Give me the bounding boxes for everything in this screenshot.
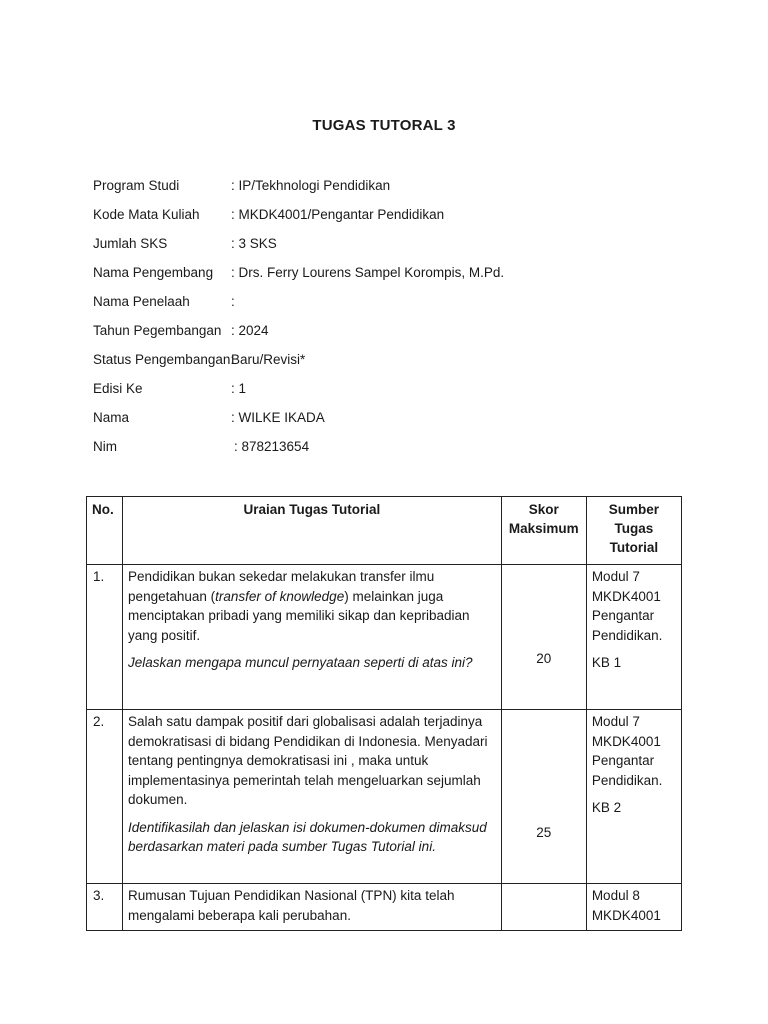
info-row-jumlah-sks <box>93 234 504 263</box>
info-value: : IP/Tekhnologi Pendidikan <box>231 178 391 193</box>
info-value: : <box>231 294 235 309</box>
task-description: Salah satu dampak positif dari globalisasi adalah terjadinya demokratisasi di bidang Pendidikan di Indonesia. Menyadari tentang pentingnya demokratisasi ini , maka untuk implementasinya pemerintah telah mengeluarkan sejumlah dokumen. Identifikasilah dan jelaskan isi dokumen-dokumen dimaksud berdasarkan materi pada sumber Tugas Tutorial ini. <box>123 710 502 884</box>
header-sumber: Sumber Tugas Tutorial <box>586 497 681 565</box>
info-value: : 3 SKS <box>231 236 277 251</box>
header-uraian: Uraian Tugas Tutorial <box>123 497 502 565</box>
task-description: Pendidikan bukan sekedar melakukan transfer ilmu pengetahuan (transfer of knowledge) melainkan juga menciptakan pribadi yang memiliki sikap dan kepribadian yang positif. Jelaskan mengapa muncul pernyataan seperti di atas ini? <box>123 565 502 710</box>
info-row-nama <box>93 408 504 437</box>
task-source: Modul 7 MKDK4001 Pengantar Pendidikan. KB 1 <box>586 565 681 710</box>
info-value: : 878213654 <box>234 439 310 454</box>
header-skor: Skor Maksimum <box>501 497 586 565</box>
info-row-tahun-pengembangan <box>93 321 504 350</box>
page-title: TUGAS TUTORAL 3 <box>312 117 456 134</box>
row-number: 3. <box>87 884 123 931</box>
info-label: Tahun Pegembangan <box>93 323 222 338</box>
info-row-kode-mata-kuliah <box>93 205 504 234</box>
max-score <box>501 884 586 931</box>
task-source: Modul 7 MKDK4001 Pengantar Pendidikan. KB 2 <box>586 710 681 884</box>
table-row <box>87 710 682 884</box>
max-score: 25 <box>501 710 586 884</box>
table-row <box>87 884 682 931</box>
info-label: Nama Penelaah <box>93 294 190 309</box>
task-source: Modul 8 MKDK4001 <box>586 884 681 931</box>
info-label: Edisi Ke <box>93 381 143 396</box>
info-value: : 1 <box>231 381 247 396</box>
max-score: 20 <box>501 565 586 710</box>
info-value: : WILKE IKADA <box>231 410 325 425</box>
info-value: Baru/Revisi* <box>231 352 306 367</box>
info-value: : MKDK4001/Pengantar Pendidikan <box>231 207 445 222</box>
info-label: Kode Mata Kuliah <box>93 207 200 222</box>
info-row-nim <box>93 437 504 466</box>
info-row-edisi-ke <box>93 379 504 408</box>
header-no: No. <box>87 497 123 565</box>
table-header-row <box>87 497 682 565</box>
info-label: Jumlah SKS <box>93 236 168 251</box>
tutorial-table <box>86 496 682 931</box>
task-question: Jelaskan mengapa muncul pernyataan seperti di atas ini? <box>128 655 473 670</box>
info-label: Nama <box>93 410 130 425</box>
info-row-status-pengembangan <box>93 350 504 379</box>
task-question: Identifikasilah dan jelaskan isi dokumen-dokumen dimaksud berdasarkan materi pada sumber Tugas Tutorial ini. <box>128 819 487 854</box>
task-description: Rumusan Tujuan Pendidikan Nasional (TPN) kita telah mengalami beberapa kali perubahan. <box>123 884 502 931</box>
info-label: Program Studi <box>93 178 180 193</box>
row-number: 2. <box>87 710 123 884</box>
info-row-nama-pengembang <box>93 263 504 292</box>
info-value: : 2024 <box>231 323 269 338</box>
info-label: Status Pengembangan: <box>93 352 235 367</box>
table-row <box>87 565 682 710</box>
info-row-nama-penelaah <box>93 292 504 321</box>
info-value: : Drs. Ferry Lourens Sampel Korompis, M.Pd. <box>231 265 505 280</box>
info-label: Nama Pengembang <box>93 265 214 280</box>
identity-block <box>93 176 504 466</box>
info-row-program-studi <box>93 176 504 205</box>
row-number: 1. <box>87 565 123 710</box>
info-label: Nim <box>93 439 117 454</box>
